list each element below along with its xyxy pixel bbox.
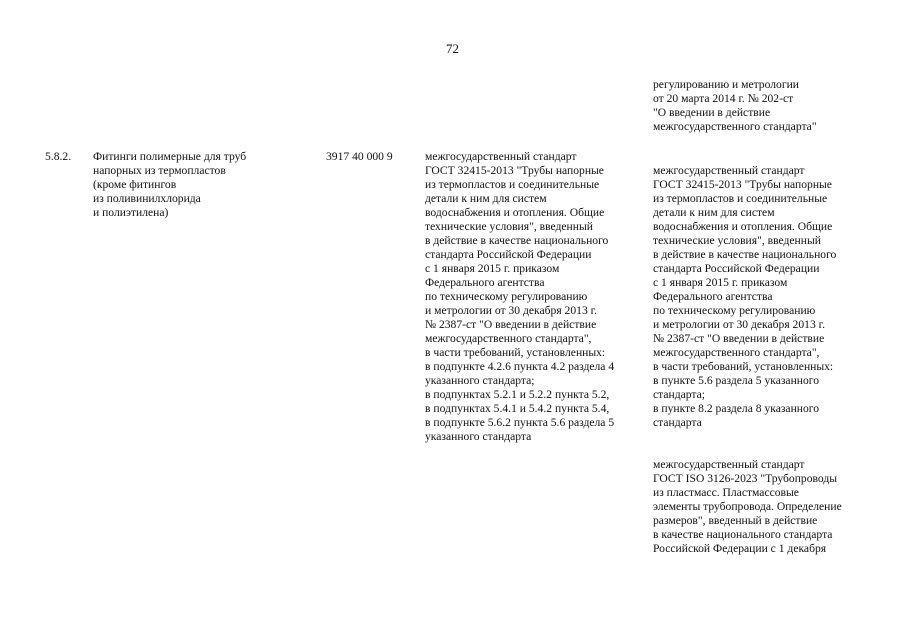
product-name: Фитинги полимерные для труб напорных из термопластов (кроме фитингов из поливинилхлорида и полиэтилена) <box>93 150 247 219</box>
continued-text: регулированию и метрологии от 20 марта 2014 г. № 202-ст "О введении в действие межгосударственного стандарта" <box>653 78 817 133</box>
standard-requirements: межгосударственный стандарт ГОСТ 32415-2013 "Трубы напорные из термопластов и соединительные детали к ним для систем водоснабжения и отопления. Общие технические условия", введенный в действие в качестве национального стандарта Российской Федерации с 1 января 2015 г. приказом Федерального агентства по техническому регулированию и метрологии от 30 декабря 2013 г. № 2387-ст "О введении в действие межгосударственного стандарта", в части требований, установленных: в подпункте 4.2.6 пункта 4.2 раздела 4 указанного стандарта; в подпунктах 5.2.1 и 5.2.2 пункта 5.2, в подпунктах 5.4.1 и 5.4.2 пункта 5.4, в подпункте 5.6.2 пункта 5.6 раздела 5 указанного стандарта <box>425 150 615 443</box>
standard-methods-block-1: межгосударственный стандарт ГОСТ 32415-2013 "Трубы напорные из термопластов и соединительные детали к ним для систем водоснабжения и отопления. Общие технические условия", введенный в действие в качестве национального стандарта Российской Федерации с 1 января 2015 г. приказом Федерального агентства по техническому регулированию и метрологии от 30 декабря 2013 г. № 2387-ст "О введении в действие межгосударственного стандарта", в части требований, установленных: в пункте 5.6 раздела 5 указанного стандарта; в пункте 8.2 раздела 8 указанного стандарта <box>653 164 837 429</box>
row-number: 5.8.2. <box>45 150 72 163</box>
page-number: 72 <box>446 41 459 56</box>
standard-methods <box>653 150 893 570</box>
tn-ved-code: 3917 40 000 9 <box>326 150 393 163</box>
standard-methods-block-2: межгосударственный стандарт ГОСТ ISO 3126-2023 "Трубопроводы из пластмасс. Пластмассовые элементы трубопровода. Определение размеров", введенный в действие в качестве национального стандарта Российской Федерации с 1 декабря <box>653 458 842 555</box>
